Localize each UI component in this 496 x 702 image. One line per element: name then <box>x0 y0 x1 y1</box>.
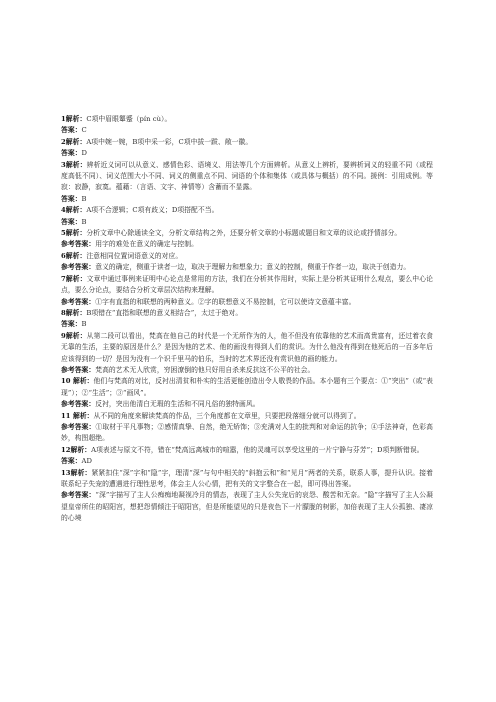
paragraph-text: 他们与梵高的对比，反衬出清贫和朴实的生活更能创造出令人敬畏的作品。本小题有三个要点：①“突出”（或“表现”）；②“生活”；③“画风”。 <box>61 377 434 397</box>
paragraph-label: 答案： <box>61 149 82 158</box>
answer-paragraph <box>61 365 433 376</box>
answer-paragraph <box>61 148 433 159</box>
paragraph-label: 参考答案： <box>61 365 96 374</box>
paragraph-label: 9解析： <box>61 331 87 340</box>
paragraph-text: AD <box>81 457 93 466</box>
paragraph-text: 文章中通过事例来证明中心论点是常用的方法，我们在分析其作用时，实际上是分析其证明什么观点，要么中心论点，要么分论点，要结合分析文章层次结构来理解。 <box>61 274 433 295</box>
paragraph-text: B <box>81 320 87 329</box>
answer-paragraph <box>61 114 433 125</box>
answer-paragraph <box>61 422 433 445</box>
answer-paragraph <box>61 456 433 467</box>
paragraph-label: 参考答案： <box>61 400 96 409</box>
paragraph-label: 5解析： <box>61 229 87 238</box>
paragraph-text: 注意相同位置词语意义的对应。 <box>86 251 183 260</box>
paragraph-label: 答案： <box>61 126 82 135</box>
paragraph-text: B项错在“直指和联想的意义相结合”，太过于绝对。 <box>86 308 243 317</box>
answer-paragraph <box>61 160 433 194</box>
paragraph-label: 参考答案： <box>61 491 96 500</box>
paragraph-text: B <box>81 217 87 226</box>
paragraph-text: 意义的确定，侧重于读者一边，取决于理解力和想象力；意义的控制，侧重于作者一边，取决于创造力。 <box>95 263 411 272</box>
paragraph-label: 2解析： <box>61 137 87 146</box>
paragraph-label: 4解析： <box>61 206 87 215</box>
answer-key-content <box>61 114 433 525</box>
paragraph-label: 6解析： <box>61 251 87 260</box>
answer-paragraph <box>61 445 433 456</box>
answer-paragraph <box>61 331 433 365</box>
paragraph-text: D <box>81 149 88 158</box>
paragraph-label: 参考答案： <box>61 297 96 306</box>
paragraph-text: 用字的难处在意义的确定与控制。 <box>95 240 198 249</box>
paragraph-text: C <box>81 126 87 135</box>
answer-paragraph <box>61 205 433 216</box>
paragraph-label: 13解析： <box>61 468 92 477</box>
answer-paragraph <box>61 239 433 250</box>
paragraph-label: 参考答案： <box>61 240 96 249</box>
answer-paragraph <box>61 194 433 205</box>
paragraph-label: 8解析： <box>61 308 87 317</box>
answer-paragraph <box>61 399 433 410</box>
paragraph-text: 辨析近义词可以从意义、感情色彩、语境义、用法等几个方面辨析。从意义上辨析，要辨析词义的轻重不同（或程度高低不同）、词义范围大小不同、词义的侧重点不同、词语的个体和集体（或具体与概括）的不同。援例：引用成例。等寂：寂静，寂寞。蕴藉：（言语、文字、神情等）含蓄而不显露。 <box>61 160 433 192</box>
paragraph-label: 参考答案： <box>61 422 96 431</box>
paragraph-label: 答案： <box>61 217 82 226</box>
answer-paragraph <box>61 319 433 330</box>
answer-paragraph <box>61 228 433 239</box>
paragraph-label: 7解析： <box>61 274 87 283</box>
answer-paragraph <box>61 274 433 297</box>
paragraph-text: C项中眉眼颦蹙（pín cù）。 <box>86 115 172 123</box>
answer-paragraph <box>61 125 433 136</box>
paragraph-text: 梵高的艺术无人欣赏，穷困潦倒的他只好用自杀来反抗这不公平的社会。 <box>95 365 315 374</box>
answer-paragraph <box>61 411 433 422</box>
paragraph-text: ①取材于平凡事物；②感情真挚、自然，绝无矫饰；③充满对人生的批判和对命运的抗争；④手法神奇，色彩高妙，构图超绝。 <box>61 422 433 443</box>
paragraph-text: A项不合逻辑；C项有歧义；D项搭配不当。 <box>86 206 219 215</box>
paragraph-text: ①字有直指的和联想的两种意义。②字的联想意义不易控制，它可以使诗文意蕴丰富。 <box>95 297 356 306</box>
paragraph-text: 反衬，突出他清白无瑕的生活和不同凡俗的独特画风。 <box>95 400 260 409</box>
paragraph-text: A项表述与原文不符，错在“梵高远离城市的喧嚣，他的灵魂可以享受这里的一片宁静与芬芳”；D项判断错误。 <box>91 445 424 454</box>
paragraph-text: 从第二段可以看出，梵高在他自己的时代是一个无所作为的人，他不但没有依靠他的艺术而高贵富有，还过着衣食无靠的生活，主要的原因是什么？是因为他的艺术、他的画没有得到人们的赏识。为什么他没有得到在他死后的一百多年后应该得到的一切？是因为没有一个识千里马的伯乐，当时的艺术界还没有赏识他的画的能力。 <box>61 331 433 363</box>
answer-paragraph <box>61 490 433 524</box>
answer-paragraph <box>61 251 433 262</box>
paragraph-label: 3解析： <box>61 160 87 169</box>
paragraph-text: A项中婉一婉，B项中采一彩，C项中拔一跋、敞一徽。 <box>86 137 253 146</box>
paragraph-label: 答案： <box>61 320 82 329</box>
paragraph-text: B <box>81 194 87 203</box>
paragraph-label: 1解析： <box>61 115 87 123</box>
answer-paragraph <box>61 376 433 399</box>
paragraph-label: 10 解析： <box>61 377 94 386</box>
answer-paragraph <box>61 468 433 491</box>
paragraph-label: 参考答案： <box>61 263 96 272</box>
paragraph-text: “深”字描写了主人公痴痴地凝视冷月的情态，表现了主人公失宠后的哀怨、酸苦和无奈。“隐”字描写了主人公凝望皇帝所住的昭阳宫，想把怨情倾注于昭阳宫，但是所能望见的只是夜色下一片朦胧的树影，加倍表现了主人公孤独、凄凉的心境 <box>61 491 433 523</box>
answer-paragraph <box>61 262 433 273</box>
answer-paragraph <box>61 308 433 319</box>
paragraph-label: 答案： <box>61 457 82 466</box>
paragraph-text: 从不同的角度来解读梵高的作品，三个角度都在文章里，只要把段落细分就可以得到了。 <box>93 411 361 420</box>
answer-paragraph <box>61 217 433 228</box>
paragraph-text: 分析文章中心除通读全文，分析文章结构之外，还要分析文章的小标题或题目和文章的议论或抒情部分。 <box>86 229 402 238</box>
paragraph-text: 紧紧扣住“深”字和“隐”字，理清“深”与句中相关的“斜抱云和”和“见月”两者的关系，联系人事，提升认识。接着联系纪子失宠的遭遇进行理性思考，体会主人公心情，把有关的文字整合在一起，即可得出答案。 <box>61 468 433 488</box>
answer-paragraph <box>61 297 433 308</box>
paragraph-label: 11 解析： <box>61 411 94 420</box>
paragraph-label: 12解析： <box>61 445 92 454</box>
answer-paragraph <box>61 137 433 148</box>
paragraph-label: 答案： <box>61 194 82 203</box>
